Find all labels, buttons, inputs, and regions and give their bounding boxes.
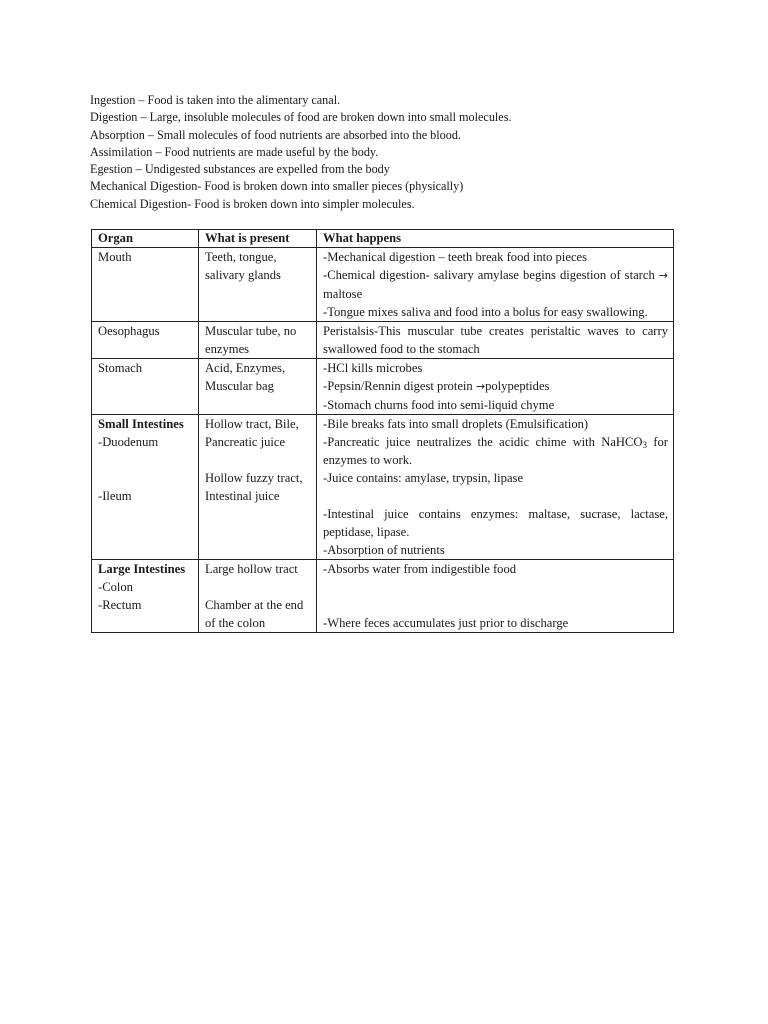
- present-text: Hollow fuzzy tract, Intestinal juice: [205, 471, 303, 503]
- sub-organ-label: -Rectum: [98, 598, 142, 612]
- organ-cell: Oesophagus: [92, 322, 199, 359]
- organ-cell: Mouth: [92, 248, 199, 322]
- present-cell: [199, 415, 317, 560]
- organ-cell: Stomach: [92, 359, 199, 415]
- happens-line: -Juice contains: amylase, trypsin, lipase: [323, 471, 524, 485]
- sub-organ-label: -Ileum: [98, 489, 132, 503]
- happens-text: -Chemical digestion- salivary amylase begins digestion of starch: [323, 268, 659, 282]
- table-row-stomach: [92, 359, 674, 415]
- sub-organ-label: -Colon: [98, 580, 133, 594]
- definition-assimilation: Assimilation – Food nutrients are made useful by the body.: [90, 144, 379, 159]
- happens-text: maltose: [323, 287, 363, 301]
- happens-line: -Stomach churns food into semi-liquid chyme: [323, 398, 555, 412]
- table-header-row: [92, 230, 674, 248]
- happens-cell: [317, 248, 674, 322]
- happens-text: -Pepsin/Rennin digest protein: [323, 379, 476, 393]
- organ-cell: [92, 415, 199, 560]
- happens-cell: [317, 560, 674, 633]
- table-row-large-intestines: [92, 560, 674, 633]
- happens-line: -Tongue mixes saliva and food into a bolus for easy swallowing.: [323, 305, 648, 319]
- sub-organ-label: -Duodenum: [98, 435, 159, 449]
- happens-line: Peristalsis-This muscular tube creates peristaltic waves to carry swallowed food to the stomach: [323, 324, 668, 356]
- definition-egestion: Egestion – Undigested substances are expelled from the body: [90, 162, 390, 177]
- definition-digestion: Digestion – Large, insoluble molecules of food are broken down into small molecules.: [90, 110, 512, 125]
- happens-line: -Intestinal juice contains enzymes: maltase, sucrase, lactase, peptidase, lipase.: [323, 507, 668, 539]
- happens-line: -Absorption of nutrients: [323, 543, 445, 557]
- happens-line: [323, 266, 668, 303]
- present-cell: Teeth, tongue, salivary glands: [199, 248, 317, 322]
- happens-cell: [317, 415, 674, 560]
- present-text: Hollow tract, Bile, Pancreatic juice: [205, 417, 299, 449]
- present-cell: Acid, Enzymes, Muscular bag: [199, 359, 317, 415]
- happens-line: -Where feces accumulates just prior to discharge: [323, 616, 569, 630]
- digestion-table: [91, 229, 674, 633]
- happens-line: [323, 377, 668, 396]
- definition-chemical-digestion: Chemical Digestion- Food is broken down into simpler molecules.: [90, 196, 415, 211]
- present-cell: Muscular tube, no enzymes: [199, 322, 317, 359]
- present-text: Large hollow tract: [205, 562, 298, 576]
- happens-line: -Absorbs water from indigestible food: [323, 562, 517, 576]
- happens-cell: [317, 359, 674, 415]
- definitions-list: [90, 92, 690, 213]
- present-cell: [199, 560, 317, 633]
- happens-line: [323, 433, 668, 469]
- subscript-text: 3: [642, 440, 648, 450]
- definition-absorption: Absorption – Small molecules of food nutrients are absorbed into the blood.: [90, 127, 461, 142]
- organ-group-title: Small Intestines: [98, 417, 184, 431]
- header-organ: Organ: [92, 230, 199, 248]
- header-what-is-present: What is present: [199, 230, 317, 248]
- organ-group-title: Large Intestines: [98, 562, 186, 576]
- happens-line: -HCl kills microbes: [323, 361, 423, 375]
- header-what-happens: What happens: [317, 230, 674, 248]
- definition-ingestion: Ingestion – Food is taken into the alimentary canal.: [90, 93, 341, 107]
- happens-line: -Mechanical digestion – teeth break food into pieces: [323, 250, 588, 264]
- arrow-right-icon: →: [475, 380, 486, 393]
- happens-text: polypeptides: [485, 379, 550, 393]
- organ-cell: [92, 560, 199, 633]
- happens-cell: [317, 322, 674, 359]
- table-row-small-intestines: [92, 415, 674, 560]
- present-text: Chamber at the end of the colon: [205, 598, 304, 630]
- table-row-oesophagus: [92, 322, 674, 359]
- happens-line: -Bile breaks fats into small droplets (Emulsification): [323, 417, 589, 431]
- happens-text: for enzymes to work.: [323, 435, 668, 467]
- table-row-mouth: [92, 248, 674, 322]
- definition-mechanical-digestion: Mechanical Digestion- Food is broken down into smaller pieces (physically): [90, 179, 464, 194]
- happens-text: -Pancreatic juice neutralizes the acidic chime with NaHCO: [323, 435, 643, 449]
- arrow-right-icon: →: [658, 269, 668, 282]
